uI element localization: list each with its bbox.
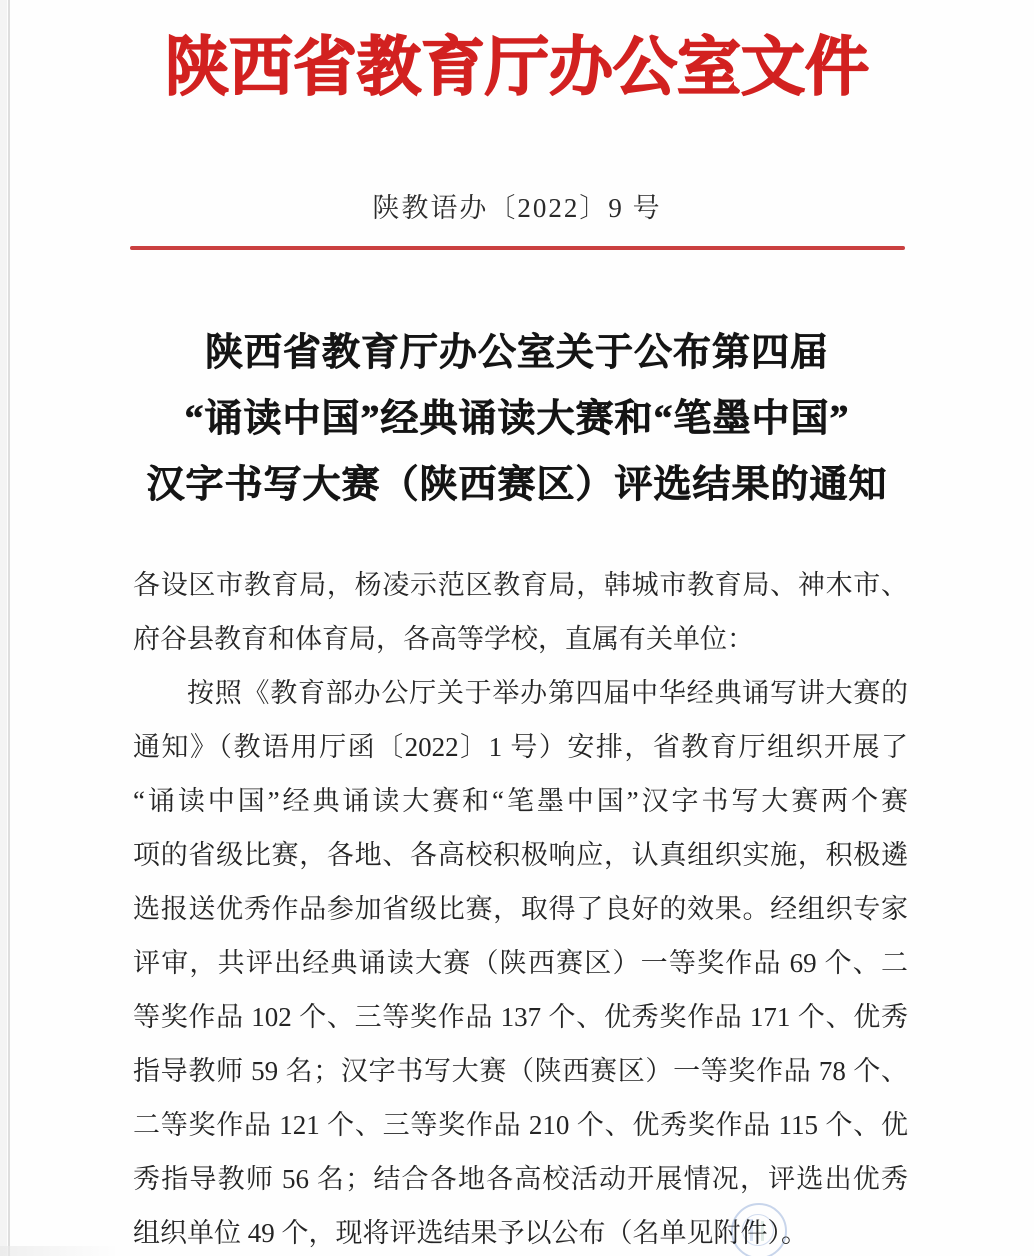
body-line: 指导教师 59 名；汉字书写大赛（陕西赛区）一等奖作品 78 个、 [133,1056,908,1086]
document-title [40,320,994,518]
body-line: 通知》（教语用厅函〔2022〕1 号）安排，省教育厅组织开展了 [133,732,908,762]
body-line: 按照《教育部办公厅关于举办第四届中华经典诵写讲大赛的 [187,678,908,708]
document-body [133,558,908,1256]
body-line: 各设区市教育局，杨凌示范区教育局，韩城市教育局、神木市、 [133,570,908,600]
scan-bottom-smear [0,1246,120,1256]
document-title-line: 陕西省教育厅办公室关于公布第四届 [204,332,829,374]
document-number: 陕教语办〔2022〕9 号 [372,193,662,223]
body-line: 秀指导教师 56 名；结合各地各高校活动开展情况，评选出优秀 [133,1164,908,1194]
letterhead-title: 陕西省教育厅办公室文件 [165,32,869,103]
body-line: “诵读中国”经典诵读大赛和“笔墨中国”汉字书写大赛两个赛 [133,786,908,816]
red-divider-rule [130,246,905,250]
body-line: 评审，共评出经典诵读大赛（陕西赛区）一等奖作品 69 个、二 [133,948,908,978]
body-line: 选报送优秀作品参加省级比赛，取得了良好的效果。经组织专家 [133,894,908,924]
document-title-line: 汉字书写大赛（陕西赛区）评选结果的通知 [146,464,888,506]
body-line: 府谷县教育和体育局，各高等学校，直属有关单位： [133,624,754,654]
body-line: 二等奖作品 121 个、三等奖作品 210 个、优秀奖作品 115 个、优 [133,1110,908,1140]
document-title-line: “诵读中国”经典诵读大赛和“笔墨中国” [184,398,850,440]
body-line: 项的省级比赛，各地、各高校积极响应，认真组织实施，积极遴 [133,840,908,870]
body-line: 等奖作品 102 个、三等奖作品 137 个、优秀奖作品 171 个、优秀 [133,1002,908,1032]
body-line: 组织单位 49 个，现将评选结果予以公布（名单见附件）。 [133,1218,808,1248]
